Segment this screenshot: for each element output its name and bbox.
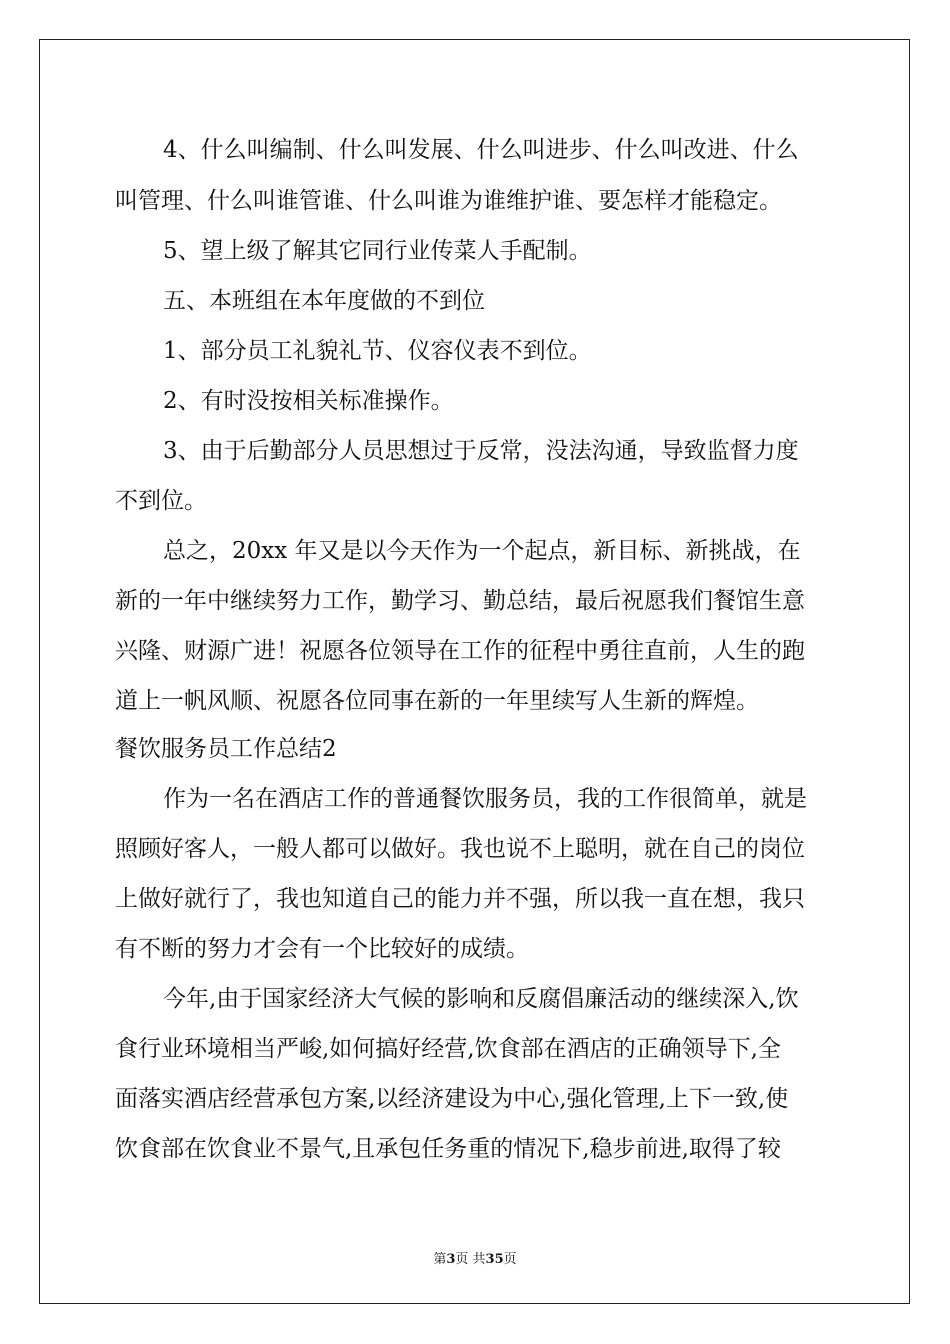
footer-prefix: 第	[433, 1252, 447, 1267]
page-border	[39, 39, 910, 1304]
text-line: 总之，20xx 年又是以今天作为一个起点，新目标、新挑战，在	[163, 538, 801, 564]
text-line: 食行业环境相当严峻,如何搞好经营,饮食部在酒店的正确领导下,全	[115, 1036, 781, 1062]
text-line: 1、部分员工礼貌礼节、仪容仪表不到位。	[163, 338, 592, 364]
text-line: 作为一名在酒店工作的普通餐饮服务员，我的工作很简单，就是	[163, 786, 807, 812]
text-line: 兴隆、财源广进！祝愿各位领导在工作的征程中勇往直前，人生的跑	[115, 638, 805, 664]
text-line: 道上一帆风顺、祝愿各位同事在新的一年里续写人生新的辉煌。	[115, 688, 759, 714]
text-line: 面落实酒店经营承包方案,以经济建设为中心,强化管理,上下一致,使	[115, 1086, 789, 1112]
text-line: 叫管理、什么叫谁管谁、什么叫谁为谁维护谁、要怎样才能稳定。	[115, 188, 782, 214]
section-title: 餐饮服务员工作总结2	[115, 736, 337, 762]
text-line: 不到位。	[115, 488, 207, 514]
text-line: 上做好就行了，我也知道自己的能力并不强，所以我一直在想，我只	[115, 886, 805, 912]
text-line: 照顾好客人，一般人都可以做好。我也说不上聪明，就在自己的岗位	[115, 836, 805, 862]
section-heading: 五、本班组在本年度做的不到位	[163, 288, 485, 314]
text-line: 新的一年中继续努力工作，勤学习、勤总结，最后祝愿我们餐馆生意	[115, 588, 805, 614]
current-page-number: 3	[446, 1252, 456, 1267]
text-line: 3、由于后勤部分人员思想过于反常，没法沟通，导致监督力度	[163, 438, 799, 464]
footer-mid: 页 共	[455, 1252, 486, 1267]
text-line: 今年,由于国家经济大气候的影响和反腐倡廉活动的继续深入,饮	[163, 986, 799, 1012]
text-line: 饮食部在饮食业不景气,且承包任务重的情况下,稳步前进,取得了较	[115, 1136, 781, 1162]
text-line: 5、望上级了解其它同行业传菜人手配制。	[163, 238, 592, 264]
text-line: 有不断的努力才会有一个比较好的成绩。	[115, 936, 529, 962]
page-footer	[0, 1248, 950, 1267]
text-line: 4、什么叫编制、什么叫发展、什么叫进步、什么叫改进、什么	[163, 137, 799, 163]
footer-suffix: 页	[503, 1252, 517, 1267]
text-line: 2、有时没按相关标准操作。	[163, 388, 454, 414]
total-page-number: 35	[485, 1252, 504, 1267]
